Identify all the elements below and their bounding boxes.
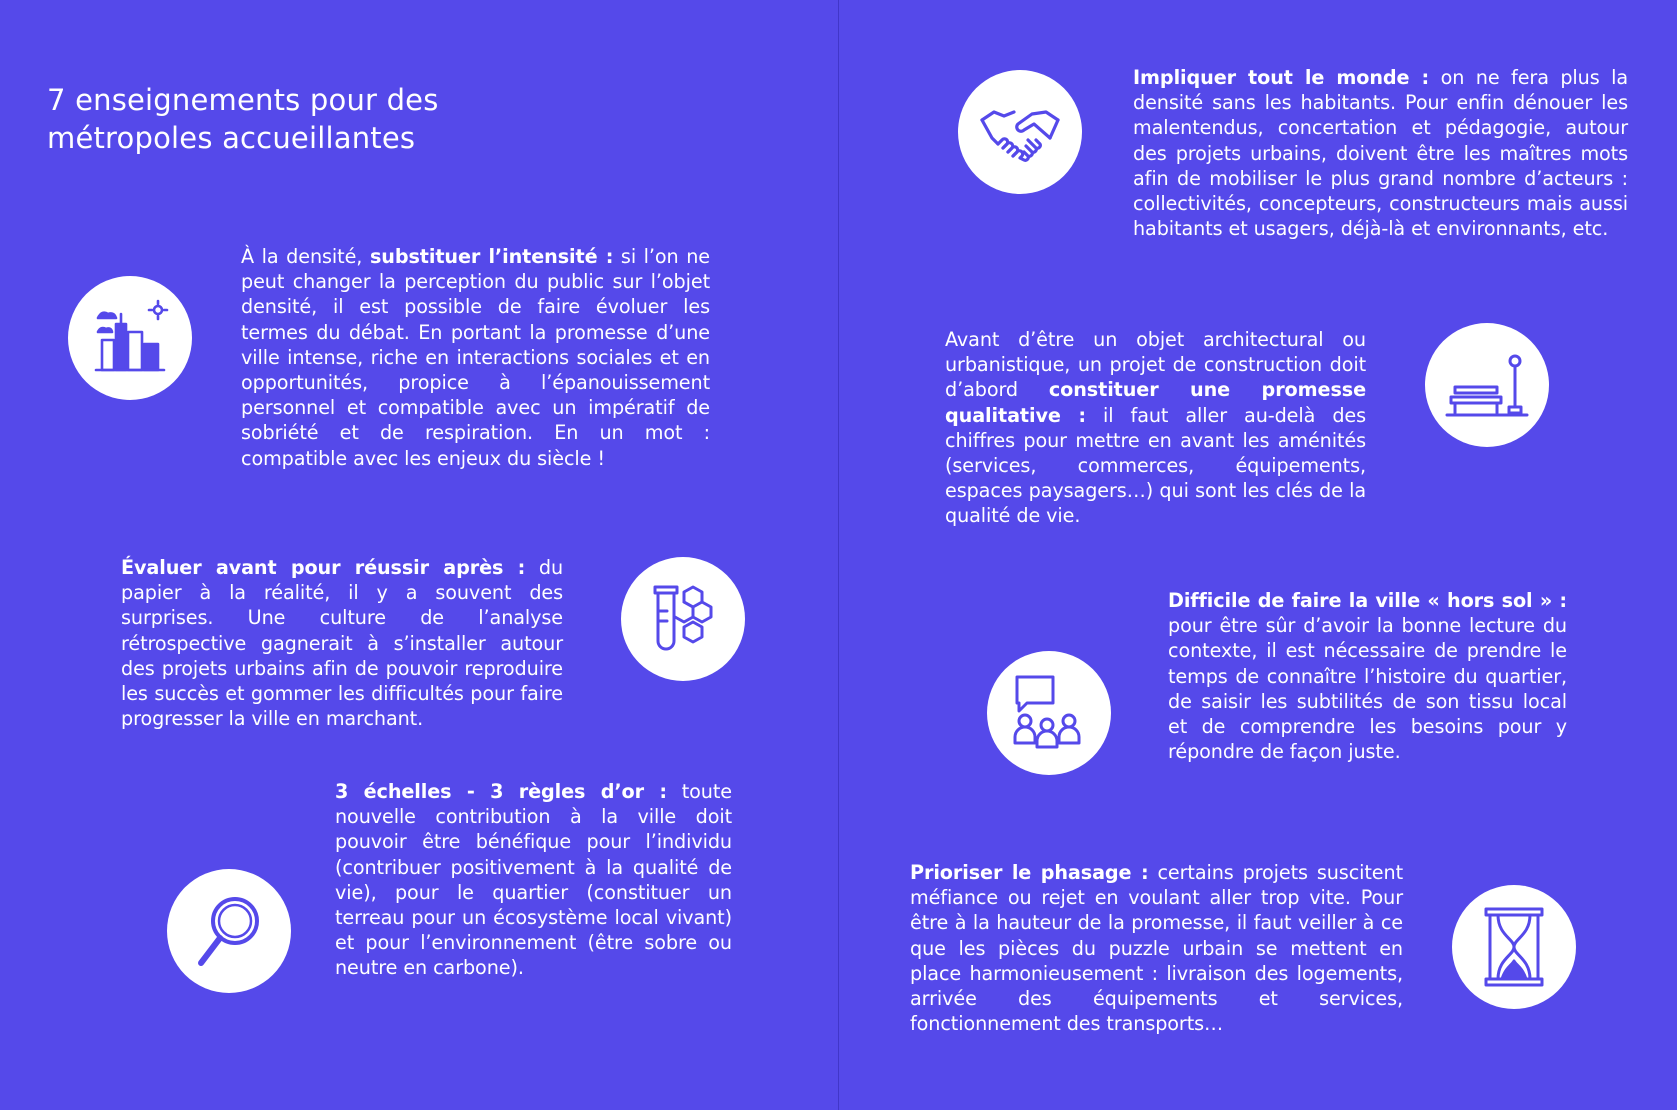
lesson-heading: Évaluer avant pour réussir après : bbox=[121, 556, 526, 579]
lesson-body: toute nouvelle contribution à la ville doit pouvoir être bénéfique pour l’individu (contribuer positivement à la qualité de vie), pour le quartier (constituer un terreau pour un écosystème local vivant) et pour l’environnement (être sobre ou neutre en carbone). bbox=[335, 780, 732, 980]
page-spine bbox=[838, 0, 839, 1110]
lesson-hors-sol bbox=[1168, 588, 1567, 764]
test-tube-molecule-icon bbox=[621, 557, 745, 681]
bench-lamp-icon bbox=[1425, 323, 1549, 447]
handshake-icon bbox=[958, 70, 1082, 194]
lesson-intensite bbox=[241, 244, 710, 471]
lesson-heading: constituer une promesse qualitative : bbox=[945, 378, 1366, 427]
lesson-body: on ne fera plus la densité sans les habitants. Pour enfin dénouer les malentendus, concertation et pédagogie, autour des projets urbains, doivent être les maîtres mots afin de mobiliser le plus grand nombre d’acteurs : collectivités, concepteurs, constructeurs mais aussi habitants et usagers, déjà-là et environnants, etc. bbox=[1133, 66, 1628, 241]
lesson-lead: Avant d’être un objet architectural ou urbanistique, un projet de construction doit d’abord bbox=[945, 328, 1366, 402]
page-title: 7 enseignements pour des métropoles accueillantes bbox=[47, 83, 439, 156]
hourglass-icon bbox=[1452, 885, 1576, 1009]
lesson-body: certains projets suscitent méfiance ou rejet en voulant aller trop vite. Pour être à la hauteur de la promesse, il faut veiller à ce que les pièces du puzzle urbain se mettent en place harmonieusement : livraison des logements, arrivée des équipements et services, fonctionnement des transports… bbox=[910, 861, 1403, 1036]
lesson-heading: Difficile de faire la ville « hors sol » : bbox=[1168, 589, 1567, 612]
lesson-promesse bbox=[945, 327, 1366, 529]
lesson-evaluer bbox=[121, 555, 563, 731]
lesson-heading: Prioriser le phasage : bbox=[910, 861, 1149, 884]
lesson-lead: À la densité, bbox=[241, 245, 370, 268]
lesson-phasage bbox=[910, 860, 1403, 1036]
lesson-heading: substituer l’intensité : bbox=[369, 245, 614, 268]
lesson-impliquer bbox=[1133, 65, 1628, 241]
lesson-body: du papier à la réalité, il y a souvent des surprises. Une culture de l’analyse rétrospective gagnerait à s’installer autour des projets urbains afin de pouvoir reproduire les succès et gommer les difficultés pour faire progresser la ville en marchant. bbox=[121, 556, 563, 731]
city-icon bbox=[68, 276, 192, 400]
lesson-body: il faut aller au-delà des chiffres pour mettre en avant les aménités (services, commerces, équipements, espaces paysagers…) qui sont les clés de la qualité de vie. bbox=[945, 403, 1366, 528]
speech-group-icon bbox=[987, 651, 1111, 775]
lesson-body: si l’on ne peut changer la perception du public sur l’objet densité, il est possible de faire évoluer les termes du débat. En portant la promesse d’une ville intense, riche en interactions sociales et en opportunités, propice à l’épanouissement personnel et compatible avec un impératif de sobriété et de respiration. En un mot : compatible avec les enjeux du siècle ! bbox=[241, 245, 711, 470]
magnifier-icon bbox=[167, 869, 291, 993]
lesson-body: pour être sûr d’avoir la bonne lecture du contexte, il est nécessaire de prendre le temps de connaître l’histoire du quartier, de saisir les subtilités de son tissu local et de comprendre les besoins pour y répondre de façon juste. bbox=[1168, 614, 1567, 764]
lesson-heading: Impliquer tout le monde : bbox=[1133, 66, 1430, 89]
lesson-echelles bbox=[335, 779, 732, 981]
lesson-heading: 3 échelles - 3 règles d’or : bbox=[335, 780, 667, 803]
